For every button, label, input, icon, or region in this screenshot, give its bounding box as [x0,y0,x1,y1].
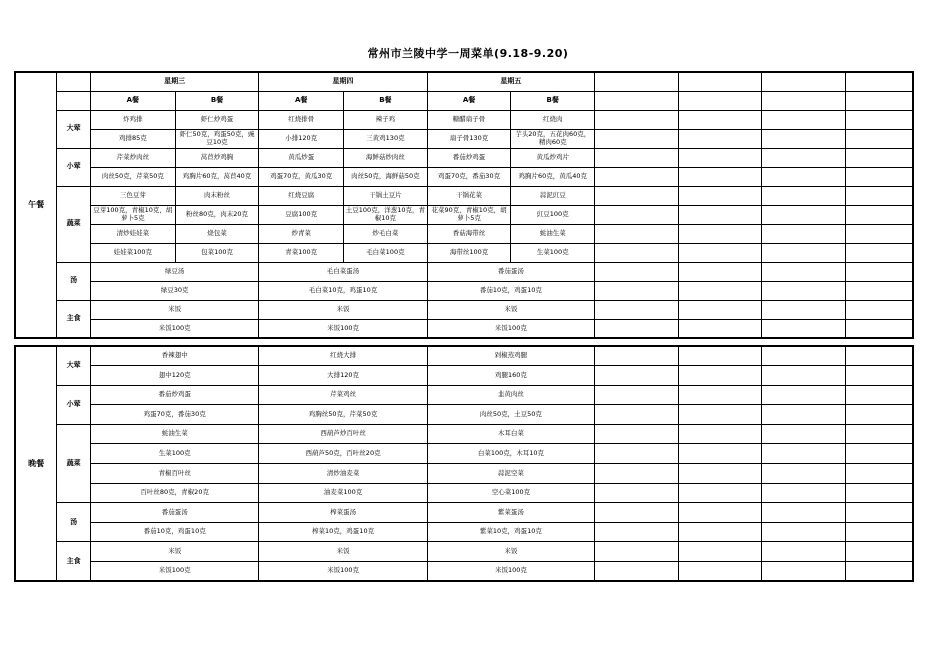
dish-ingredients: 小排120克 [259,129,344,148]
dish-ingredients: 百叶丝80克，青椒20克 [91,483,259,503]
dish-name: 绿豆汤 [91,262,259,281]
dish-ingredients: 青菜100克 [259,243,344,262]
dish-name: 辣子鸡 [344,110,428,129]
dish-ingredients: 扇子骨130克 [427,129,511,148]
dish-name: 米饭 [259,542,427,562]
category-label: 大荤 [57,346,91,385]
category-label: 汤 [57,262,91,300]
table-row [15,110,913,129]
dish-name: 蒜泥空菜 [427,464,594,484]
table-row [15,522,913,542]
dish-ingredients: 翅中120克 [91,366,259,386]
dish-ingredients: 鸡蛋70克，黄瓜30克 [259,167,344,186]
dish-ingredients: 芋头20克，五花肉60克，精肉60克 [511,129,595,148]
table-row [15,464,913,484]
dish-ingredients: 毛白菜100克 [344,243,428,262]
dish-ingredients: 番茄10克，鸡蛋10克 [427,281,594,300]
dish-ingredients: 生菜100克 [511,243,595,262]
table-row [15,300,913,319]
dinner-label: 晚餐 [15,346,57,581]
dish-name: 青椒百叶丝 [91,464,259,484]
dish-name: 炸鸡排 [91,110,176,129]
category-label: 大荤 [57,110,91,148]
category-label: 主食 [57,542,91,581]
dish-name: 糖醋扇子骨 [427,110,511,129]
dish-ingredients: 包菜100克 [175,243,259,262]
table-row [15,262,913,281]
dish-name: 木耳白菜 [427,424,594,444]
dish-name: 榨菜蛋汤 [259,503,427,523]
page-title: 常州市兰陵中学一周菜单(9.18-9.20) [367,47,569,60]
dish-ingredients: 白菜100克，木耳10克 [427,444,594,464]
dish-ingredients: 鸡蛋70克，番茄30克 [91,405,259,425]
dish-name: 芹菜鸡丝 [259,385,427,405]
day-header: 星期四 [259,72,427,91]
table-row [15,483,913,503]
dish-name: 芹菜炒肉丝 [91,148,176,167]
dish-ingredients: 米饭100克 [259,562,427,582]
dish-name: 红烧大排 [259,346,427,366]
dish-ingredients: 鸡蛋70克，番茄30克 [427,167,511,186]
dish-ingredients: 鸡排85克 [91,129,176,148]
dish-ingredients: 米饭100克 [91,562,259,582]
dish-ingredients: 鸡胸片60克，黄瓜40克 [511,167,595,186]
lunch-menu-table [14,71,914,339]
dish-name: 虾仁炒鸡蛋 [175,110,259,129]
day-header-row [15,72,913,91]
table-row [15,224,913,243]
dish-name: 番茄炒鸡蛋 [91,385,259,405]
table-row [15,542,913,562]
dish-name: 紫菜蛋汤 [427,503,594,523]
dish-ingredients: 榨菜10克，鸡蛋10克 [259,522,427,542]
category-label: 主食 [57,300,91,338]
dinner-menu-table [14,345,914,582]
table-row [15,366,913,386]
table-row [15,205,913,224]
dish-name: 干锅土豆片 [344,186,428,205]
dish-name: 海鲜菇炒肉丝 [344,148,428,167]
dish-name: 毛白菜蛋汤 [259,262,427,281]
dish-name: 肉末粉丝 [175,186,259,205]
dish-ingredients: 肉丝50克，芹菜50克 [91,167,176,186]
dish-ingredients: 番茄10克，鸡蛋10克 [91,522,259,542]
dish-name: 韭黄肉丝 [427,385,594,405]
dish-ingredients: 肉丝50克，海鲜菇50克 [344,167,428,186]
dish-ingredients: 生菜100克 [91,444,259,464]
dish-name: 米饭 [259,300,427,319]
dish-name: 剁椒蒸鸡腿 [427,346,594,366]
option-header-row [15,91,913,110]
table-row [15,243,913,262]
dish-ingredients: 虾仁50克，鸡蛋50克，豌豆10克 [175,129,259,148]
day-header: 星期五 [427,72,594,91]
dish-ingredients: 米饭100克 [259,319,427,338]
lunch-label: 午餐 [15,72,57,338]
dish-name: 米饭 [91,542,259,562]
dish-ingredients: 三黄鸡130克 [344,129,428,148]
dish-name: 米饭 [427,542,594,562]
table-row [15,444,913,464]
table-row [15,424,913,444]
dish-name: 西葫芦炒百叶丝 [259,424,427,444]
category-label: 汤 [57,503,91,542]
dish-name: 炒青菜 [259,224,344,243]
dish-name: 米饭 [427,300,594,319]
option-header: A餐 [427,91,511,110]
dish-name: 蚝油生菜 [511,224,595,243]
dish-name: 黄瓜炒鸡片 [511,148,595,167]
category-label: 小荤 [57,385,91,424]
dish-ingredients: 海带丝100克 [427,243,511,262]
dish-ingredients: 娃娃菜100克 [91,243,176,262]
dish-ingredients: 肉丝50克，土豆50克 [427,405,594,425]
dish-name: 黄瓜炒蛋 [259,148,344,167]
dish-ingredients: 鸡腿160克 [427,366,594,386]
option-header: B餐 [175,91,259,110]
dish-ingredients: 豆腐100克 [259,205,344,224]
table-row [15,148,913,167]
table-row [15,319,913,338]
day-header: 星期三 [91,72,259,91]
dish-name: 红烧豆腐 [259,186,344,205]
category-label: 蔬菜 [57,424,91,502]
dish-name: 三色豆芽 [91,186,176,205]
dish-ingredients: 毛白菜10克，鸡蛋10克 [259,281,427,300]
dish-name: 烧包菜 [175,224,259,243]
dish-ingredients: 米饭100克 [91,319,259,338]
dish-name: 红烧肉 [511,110,595,129]
dish-name: 莴苣炒鸡胸 [175,148,259,167]
dish-ingredients: 大排120克 [259,366,427,386]
table-row [15,129,913,148]
dish-ingredients: 米饭100克 [427,562,594,582]
dish-name: 红烧排骨 [259,110,344,129]
dish-name: 清炒娃娃菜 [91,224,176,243]
dish-ingredients: 紫菜10克，鸡蛋10克 [427,522,594,542]
dish-ingredients: 粉丝80克，肉末20克 [175,205,259,224]
dish-name: 番茄蛋汤 [91,503,259,523]
option-header: B餐 [511,91,595,110]
table-row [15,346,913,366]
table-row [15,167,913,186]
table-row [15,186,913,205]
table-row [15,562,913,582]
dish-name: 蒜泥豇豆 [511,186,595,205]
dish-ingredients: 鸡胸片60克，莴苣40克 [175,167,259,186]
dish-name: 干锅花菜 [427,186,511,205]
dish-ingredients: 油麦菜100克 [259,483,427,503]
dish-ingredients: 米饭100克 [427,319,594,338]
option-header: A餐 [91,91,176,110]
dish-name: 番茄蛋汤 [427,262,594,281]
option-header: A餐 [259,91,344,110]
table-row [15,281,913,300]
dish-name: 炒毛白菜 [344,224,428,243]
dish-name: 蚝油生菜 [91,424,259,444]
dish-ingredients: 鸡胸丝50克，芹菜50克 [259,405,427,425]
dish-ingredients: 花菜90克，青椒10克，胡萝卜5克 [427,205,511,224]
dish-ingredients: 土豆100克，洋葱10克，青椒10克 [344,205,428,224]
category-label: 蔬菜 [57,186,91,262]
dish-name: 清炒油麦菜 [259,464,427,484]
dish-ingredients: 豆芽100克，青椒10克，胡萝卜5克 [91,205,176,224]
table-row [15,385,913,405]
dish-ingredients: 绿豆30克 [91,281,259,300]
category-label: 小荤 [57,148,91,186]
dish-ingredients: 空心菜100克 [427,483,594,503]
option-header: B餐 [344,91,428,110]
dish-name: 米饭 [91,300,259,319]
dish-name: 番茄炒鸡蛋 [427,148,511,167]
dish-ingredients: 西葫芦50克，百叶丝20克 [259,444,427,464]
dish-name: 香辣翅中 [91,346,259,366]
table-row [15,405,913,425]
dish-ingredients: 豇豆100克 [511,205,595,224]
dish-name: 香菇海带丝 [427,224,511,243]
table-row [15,503,913,523]
